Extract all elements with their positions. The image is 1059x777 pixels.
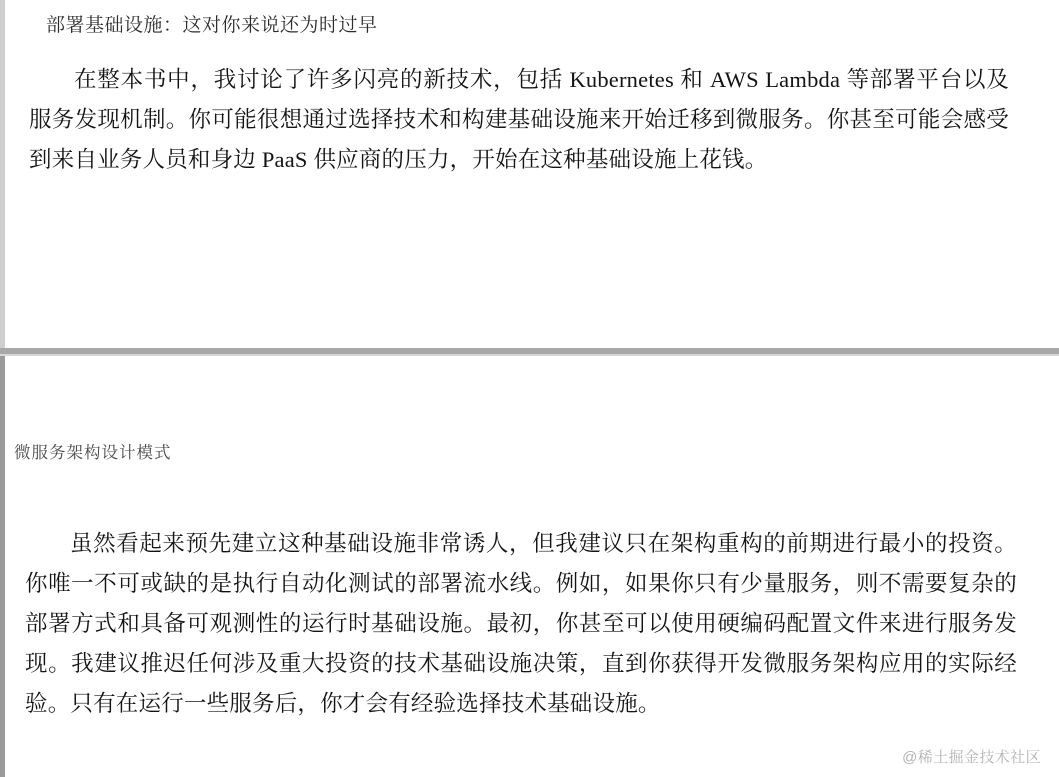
body-paragraph-2: 虽然看起来预先建立这种基础设施非常诱人，但我建议只在架构重构的前期进行最小的投资。你唯一不可或缺的是执行自动化测试的部署流水线。例如，如果你只有少量服务，则不需要复杂的部署方式和具备可观测性的运行时基础设施。最初，你甚至可以使用硬编码配置文件来进行服务发现。我建议推迟任何涉及重大投资的技术基础设施决策，直到你获得开发微服务架构应用的实际经验。只有在运行一些服务后，你才会有经验选择技术基础设施。 bbox=[25, 531, 1017, 716]
watermark-label: @稀土掘金技术社区 bbox=[902, 749, 1041, 766]
running-head: 微服务架构设计模式 bbox=[14, 444, 172, 462]
page-divider-shadow bbox=[0, 354, 1059, 356]
paragraph-block-lower bbox=[5, 524, 1039, 724]
section-heading: 部署基础设施：这对你来说还为时过早 bbox=[46, 15, 378, 36]
body-paragraph-1: 在整本书中，我讨论了许多闪亮的新技术，包括 Kubernetes 和 AWS Lambda 等部署平台以及服务发现机制。你可能很想通过选择技术和构建基础设施来开始迁移到微服务。你甚至可能会感受到来自业务人员和身边 PaaS 供应商的压力，开始在这种基础设施上花钱。 bbox=[29, 67, 1009, 172]
paragraph-block-upper bbox=[5, 60, 1035, 180]
